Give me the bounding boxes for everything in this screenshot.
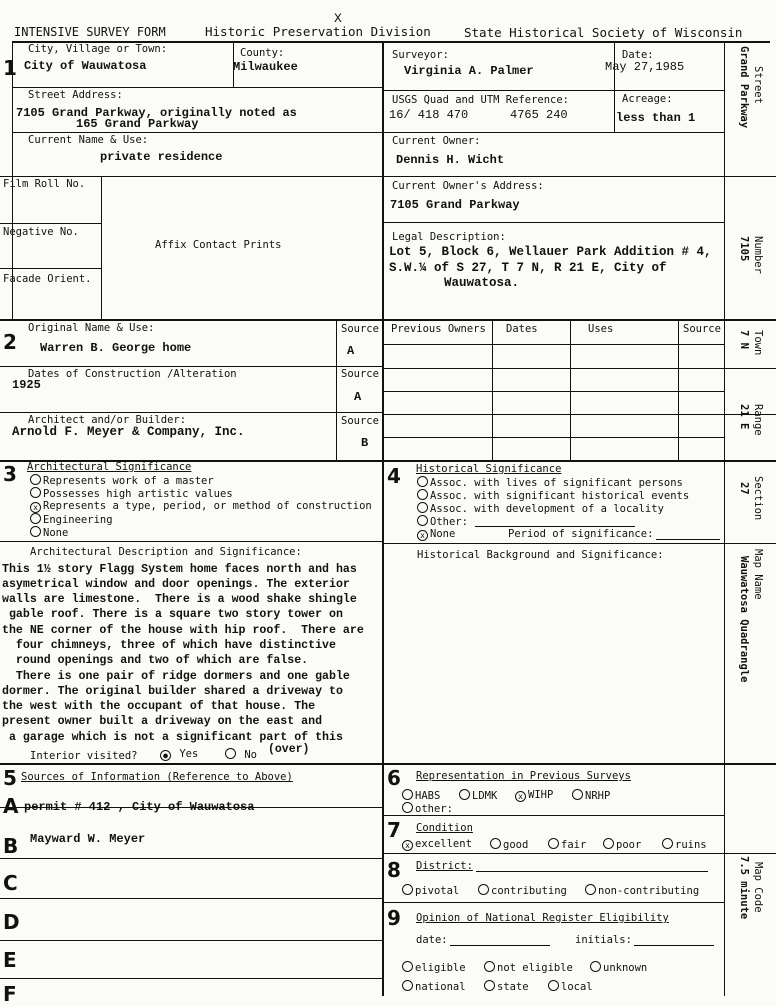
radio-circle (417, 502, 428, 513)
radio-circle (662, 838, 673, 849)
source-letter: B (3, 834, 19, 858)
option-label: unknown (603, 962, 648, 974)
architectural-option[interactable] (30, 487, 233, 500)
district-option[interactable] (478, 884, 567, 897)
rule (0, 412, 382, 413)
section-number: 8 (387, 858, 401, 882)
section-number: 9 (387, 906, 401, 930)
condition-title: Condition (416, 822, 473, 834)
historical-option[interactable] (417, 528, 455, 541)
option-label: Yes (179, 748, 199, 760)
usgs-value-b: 4765 240 (510, 108, 568, 122)
sidebar-map-code-value: 7.5 minute (738, 856, 750, 920)
section-number: 6 (387, 766, 401, 790)
sidebar-range-value: 21 E (738, 404, 750, 430)
option-label: No (244, 749, 257, 761)
radio-circle (548, 980, 559, 991)
sidebar-section-label: Section (752, 476, 764, 521)
radio-circle (402, 884, 413, 895)
dates-construction-value: 1925 (12, 378, 41, 392)
option-label: local (561, 981, 593, 993)
source-label: Source (341, 368, 379, 380)
district-blank (476, 871, 708, 872)
option-label: Engineering (43, 514, 113, 526)
option-label: good (503, 839, 529, 851)
street-address-label: Street Address: (28, 89, 123, 101)
rule (382, 222, 724, 223)
legal-line1: Lot 5, Block 6, Wellauer Park Addition # 4, (389, 245, 712, 259)
description-line: the west with the occupant of that house. The (2, 700, 316, 713)
sidebar-number-label: Number (752, 236, 764, 274)
eligibility-option[interactable] (590, 961, 647, 974)
radio-circle (402, 961, 413, 972)
affix-prints-label: Affix Contact Prints (155, 239, 282, 251)
film-roll-label: Film Roll No. (3, 178, 86, 190)
option-label: NRHP (585, 790, 611, 802)
eligibility-option[interactable] (484, 961, 573, 974)
date-blank (450, 945, 550, 946)
option-label: other: (415, 803, 453, 815)
source-divider (336, 319, 337, 460)
interior-yes-option[interactable] (160, 748, 198, 761)
prev-col (492, 319, 493, 460)
date-value: May 27,1985 (605, 60, 685, 74)
description-line: four chimneys, three of which have distinctive (2, 639, 336, 652)
current-owner-value: Dennis H. Wicht (396, 153, 505, 167)
other-blank (475, 526, 635, 527)
source-letter: A (3, 794, 19, 818)
rule (382, 902, 724, 903)
option-label: Assoc. with lives of significant persons (430, 477, 683, 489)
sidebar-town-value: 7 N (738, 330, 750, 349)
option-label: WIHP (528, 789, 554, 801)
source-label: Source (341, 415, 379, 427)
acreage-value: less than 1 (616, 111, 696, 125)
option-label: fair (561, 839, 587, 851)
rule (382, 543, 724, 544)
radio-circle (459, 789, 470, 800)
rule (382, 853, 724, 854)
legal-label: Legal Description: (392, 231, 506, 243)
sidebar-map-code-label: Map Code (752, 862, 764, 913)
division-name: Historic Preservation Division (205, 24, 431, 39)
acreage-label: Acreage: (622, 93, 673, 105)
society-name: State Historical Society of Wisconsin (464, 25, 743, 40)
section-number: 1 (3, 56, 17, 80)
condition-option[interactable] (603, 838, 641, 851)
initials-blank (634, 945, 714, 946)
description-line: There is one pair of ridge dormers and one gable (2, 670, 350, 683)
section-number: 3 (3, 462, 17, 486)
description-label: Architectural Description and Significance: (30, 546, 302, 558)
street-address-line1: 7105 Grand Parkway, originally noted as (16, 106, 297, 120)
description-line: gable roof. There is a square two story tower on (2, 608, 343, 621)
negative-label: Negative No. (3, 226, 79, 238)
radio-circle (30, 474, 41, 485)
radio-circle (585, 884, 596, 895)
original-name-label: Original Name & Use: (28, 322, 155, 334)
section-number: 5 (3, 766, 17, 790)
owner-address-label: Current Owner's Address: (392, 180, 544, 192)
interior-visited-label: Interior visited? (30, 750, 138, 762)
sources-title: Sources of Information (Reference to Above) (21, 771, 293, 783)
rule (0, 268, 101, 269)
option-label: contributing (491, 885, 567, 897)
rule (382, 368, 724, 369)
option-label: HABS (415, 790, 441, 802)
option-label: None (43, 527, 69, 539)
sidebar-rule (724, 853, 776, 854)
sidebar-town-label: Town (752, 330, 764, 356)
period-of-significance-label: Period of significance: (508, 528, 654, 540)
sidebar-section-value: 27 (738, 482, 750, 495)
eligibility-option[interactable] (484, 980, 529, 993)
form-title: INTENSIVE SURVEY FORM (14, 25, 166, 39)
rule (0, 858, 382, 859)
rule (382, 90, 724, 91)
description-line: asymetrical window and door openings. The exterior (2, 578, 350, 591)
radio-circle (603, 838, 614, 849)
historical-option[interactable] (417, 489, 689, 502)
section2-rule (0, 319, 776, 321)
rule (0, 940, 382, 941)
section-number: 2 (3, 330, 17, 354)
radio-circle: x (515, 791, 526, 802)
previous-surveys-title: Representation in Previous Surveys (416, 770, 631, 782)
district-title: District: (416, 860, 473, 872)
interior-no-option[interactable] (225, 748, 257, 761)
option-label: national (415, 981, 466, 993)
option-label: Represents a type, period, or method of construction (43, 500, 372, 512)
rule (382, 815, 724, 816)
radio-circle: ● (160, 750, 171, 761)
source-letter: D (3, 910, 20, 934)
rule (12, 132, 382, 133)
option-label: not eligible (497, 962, 573, 974)
option-label: pivotal (415, 885, 460, 897)
option-label: None (430, 528, 456, 540)
historical-option[interactable] (417, 502, 664, 515)
source-label: Source (341, 323, 379, 335)
condition-option[interactable] (548, 838, 586, 851)
source-value: B (361, 436, 369, 450)
architectural-option[interactable] (30, 500, 372, 513)
sidebar-map-name-label: Map Name (752, 549, 764, 600)
radio-circle (590, 961, 601, 972)
option-label: eligible (415, 962, 466, 974)
option-label: Represents work of a master (43, 475, 214, 487)
source-letter: C (3, 871, 18, 895)
radio-circle: x (402, 840, 413, 851)
previous-dates-header: Dates (506, 323, 538, 335)
description-line: round openings and two of which are false. (2, 654, 309, 667)
date-divider (614, 41, 615, 132)
sidebar-number-value: 7105 (738, 236, 750, 262)
rule (0, 898, 382, 899)
radio-circle (572, 789, 583, 800)
source-text: permit # 412 , City of Wauwatosa (24, 800, 255, 814)
county-value: Milwaukee (233, 60, 298, 74)
architectural-option[interactable] (30, 513, 113, 526)
current-name-value: private residence (100, 150, 223, 164)
current-owner-label: Current Owner: (392, 135, 481, 147)
survey-option[interactable] (515, 789, 553, 802)
description-line: the NE corner of the house with hip roof. There are (2, 624, 364, 637)
eligibility-option[interactable] (548, 980, 593, 993)
previous-source-header: Source (683, 323, 721, 335)
rule (382, 132, 724, 133)
sidebar-rule (724, 543, 776, 544)
radio-circle (402, 980, 413, 991)
rule (0, 366, 382, 367)
eligibility-date-label: date: (416, 934, 448, 946)
date-label: Date: (622, 49, 654, 61)
rule (382, 344, 724, 345)
radio-circle (225, 748, 236, 759)
architect-label: Architect and/or Builder: (28, 414, 187, 426)
rule (382, 391, 724, 392)
district-option[interactable] (585, 884, 699, 897)
district-option[interactable] (402, 884, 459, 897)
sidebar-range-label: Range (752, 404, 764, 436)
street-address-line2: 165 Grand Parkway (76, 117, 199, 131)
condition-option[interactable] (402, 838, 472, 851)
rule (382, 437, 724, 438)
surveyor-value: Virginia A. Palmer (404, 64, 534, 78)
source-value: A (354, 390, 362, 404)
option-label: state (497, 981, 529, 993)
radio-circle (478, 884, 489, 895)
rule (0, 176, 382, 177)
eligibility-option[interactable] (402, 961, 466, 974)
historical-option[interactable] (417, 515, 468, 528)
architectural-significance-title: Architectural Significance (27, 461, 192, 473)
survey-option[interactable] (459, 789, 497, 802)
legal-line2: S.W.¼ of S 27, T 7 N, R 21 E, City of (389, 261, 667, 275)
architectural-option[interactable] (30, 526, 68, 539)
survey-option[interactable] (402, 789, 440, 802)
usgs-label: USGS Quad and UTM Reference: (392, 94, 570, 106)
source-value: A (347, 344, 355, 358)
usgs-value-a: 16/ 418 470 (389, 108, 469, 122)
city-value: City of Wauwatosa (24, 59, 147, 73)
historical-significance-title: Historical Significance (416, 463, 562, 475)
radio-circle (417, 515, 428, 526)
source-text: Mayward W. Meyer (30, 832, 146, 846)
description-line: present owner built a driveway on the east and (2, 715, 323, 728)
radio-circle (490, 838, 501, 849)
section-number: 7 (387, 818, 401, 842)
photo-divider (101, 176, 102, 319)
option-label: ruins (675, 839, 707, 851)
source-letter: F (3, 982, 17, 1006)
eligibility-initials-label: initials: (575, 934, 632, 946)
option-label: poor (616, 839, 642, 851)
sidebar-rule (724, 414, 776, 415)
radio-circle (417, 489, 428, 500)
survey-option[interactable] (572, 789, 610, 802)
prev-col (678, 319, 679, 460)
option-label: LDMK (472, 790, 498, 802)
survey-option[interactable] (402, 802, 453, 815)
radio-circle (548, 838, 559, 849)
rule (382, 176, 724, 177)
section5-rule (0, 763, 776, 765)
rule (382, 414, 724, 415)
option-label: Other: (430, 516, 468, 528)
rule (12, 87, 382, 88)
radio-circle (30, 526, 41, 537)
historical-option[interactable] (417, 476, 683, 489)
description-line: walls are limestone. There is a wood shake shingle (2, 593, 357, 606)
architect-value: Arnold F. Meyer & Company, Inc. (12, 425, 245, 439)
description-line: dormer. The original builder shared a driveway to (2, 685, 343, 698)
radio-circle (484, 980, 495, 991)
description-line: a garage which is not a significant part of this (2, 731, 343, 744)
owner-address-value: 7105 Grand Parkway (390, 198, 520, 212)
radio-circle (484, 961, 495, 972)
prev-col (570, 319, 571, 460)
city-label: City, Village or Town: (28, 43, 168, 55)
description-line: This 1½ story Flagg System home faces north and has (2, 563, 357, 576)
condition-option[interactable] (490, 838, 528, 851)
radio-circle (402, 802, 413, 813)
option-label: Possesses high artistic values (43, 488, 233, 500)
period-blank (656, 539, 720, 540)
sidebar-street-label: Street (752, 66, 764, 104)
legal-line3: Wauwatosa. (444, 276, 520, 290)
eligibility-title: Opinion of National Register Eligibility (416, 912, 669, 924)
radio-circle (30, 487, 41, 498)
radio-circle: x (417, 530, 428, 541)
section-number: 4 (387, 464, 401, 488)
original-name-value: Warren B. George home (40, 341, 192, 355)
radio-circle (30, 513, 41, 524)
rule (0, 541, 382, 542)
condition-option[interactable] (662, 838, 707, 851)
rule (0, 978, 382, 979)
option-label: Assoc. with development of a locality (430, 503, 664, 515)
option-label: Assoc. with significant historical events (430, 490, 690, 502)
architectural-option[interactable] (30, 474, 214, 487)
surveyor-label: Surveyor: (392, 49, 449, 61)
option-label: non-contributing (598, 885, 700, 897)
sidebar-rule (724, 176, 776, 177)
facade-orient-label: Facade Orient. (3, 273, 92, 285)
eligibility-option[interactable] (402, 980, 466, 993)
current-name-label: Current Name & Use: (28, 134, 149, 146)
radio-circle (417, 476, 428, 487)
sidebar-street-value: Grand Parkway (738, 46, 750, 129)
over-note: (over) (268, 743, 310, 756)
radio-circle: x (30, 502, 41, 513)
source-letter: E (3, 948, 17, 972)
previous-owners-header: Previous Owners (391, 323, 486, 335)
dates-construction-label: Dates of Construction /Alteration (28, 368, 237, 380)
radio-circle (402, 789, 413, 800)
option-label: excellent (415, 838, 472, 850)
historical-background-label: Historical Background and Significance: (417, 549, 664, 561)
sidebar-map-name-value: Wauwatosa Quadrangle (738, 556, 750, 683)
rule (0, 223, 101, 224)
county-label: County: (240, 47, 285, 59)
sidebar-rule (724, 368, 776, 369)
previous-uses-header: Uses (588, 323, 614, 335)
x-mark: X (334, 11, 342, 26)
